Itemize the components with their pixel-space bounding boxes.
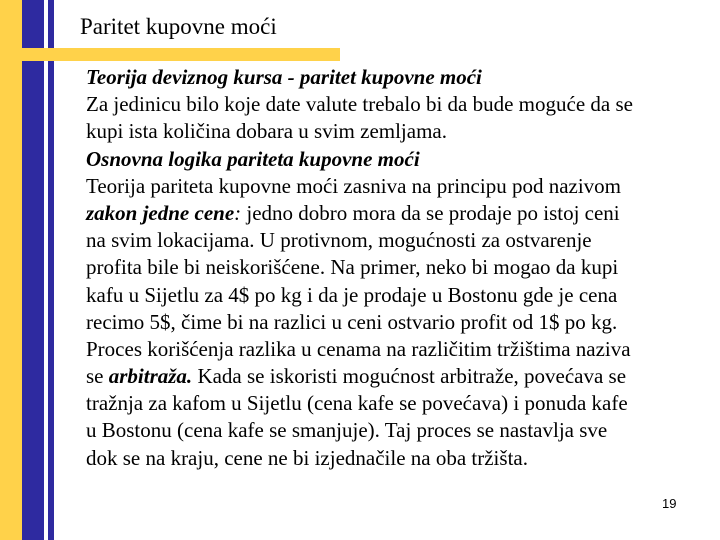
body-text-segment: kupi ista količina dobara u svim zemljama. — [86, 119, 447, 144]
body-text-segment: recimo 5$, čime bi na razlici u ceni ostvario profit od 1$ po kg. — [86, 309, 618, 334]
body-line — [86, 64, 712, 91]
emphasized-text: Teorija deviznog kursa - paritet kupovne moći — [86, 65, 482, 89]
body-line — [86, 173, 712, 200]
emphasized-text: zakon jedne cene — [86, 200, 235, 225]
body-text-segment: se — [86, 364, 109, 389]
body-line — [86, 336, 712, 363]
body-line — [86, 118, 712, 145]
title-underline-bar — [0, 48, 340, 61]
emphasized-text: arbitraža. — [108, 364, 193, 389]
decorative-blue-stripe — [22, 0, 44, 540]
body-line — [86, 200, 712, 227]
body-line — [86, 227, 712, 254]
decorative-thin-blue-stripe — [48, 0, 54, 540]
body-line — [86, 282, 712, 309]
body-line — [86, 363, 712, 390]
body-text-segment: Teorija pariteta kupovne moći zasniva na principu pod nazivom — [86, 173, 622, 198]
body-line — [86, 445, 712, 472]
body-text-segment: profita bile bi neiskorišćene. Na primer, neko bi mogao da kupi — [86, 255, 619, 280]
slide-title: Paritet kupovne moći — [80, 14, 277, 39]
body-line — [86, 91, 712, 118]
body-line — [86, 417, 712, 444]
body-text-segment: kafu u Sijetlu za 4$ po kg i da je prodaje u Bostonu gde je cena — [86, 282, 618, 307]
decorative-yellow-stripe — [0, 0, 22, 540]
slide-body — [86, 64, 712, 472]
page-number: 19 — [662, 496, 677, 511]
body-text-segment: Proces korišćenja razlika u cenama na različitim tržištima naziva — [86, 336, 631, 361]
body-text-segment: jedno dobro mora da se prodaje po istoj ceni — [241, 200, 620, 225]
body-text-segment: dok se na kraju, cene ne bi izjednačile na oba tržišta. — [86, 445, 528, 470]
body-line — [86, 309, 712, 336]
emphasized-text: : — [234, 200, 242, 225]
emphasized-text: Osnovna logika pariteta kupovne moći — [86, 146, 420, 171]
body-text-segment: na svim lokacijama. U protivnom, mogućnosti za ostvarenje — [86, 228, 592, 253]
body-line — [86, 146, 712, 173]
body-text-segment: Kada se iskoristi mogućnost arbitraže, povećava se — [192, 364, 627, 389]
body-text-segment: Za jedinicu bilo koje date valute trebalo bi da bude moguće da se — [86, 92, 633, 117]
body-text-segment: tražnja za kafom u Sijetlu (cena kafe se povećava) i ponuda kafe — [86, 391, 628, 416]
body-line — [86, 254, 712, 281]
body-line — [86, 390, 712, 417]
body-text-segment: u Bostonu (cena kafe se smanjuje). Taj proces se nastavlja sve — [86, 418, 608, 443]
